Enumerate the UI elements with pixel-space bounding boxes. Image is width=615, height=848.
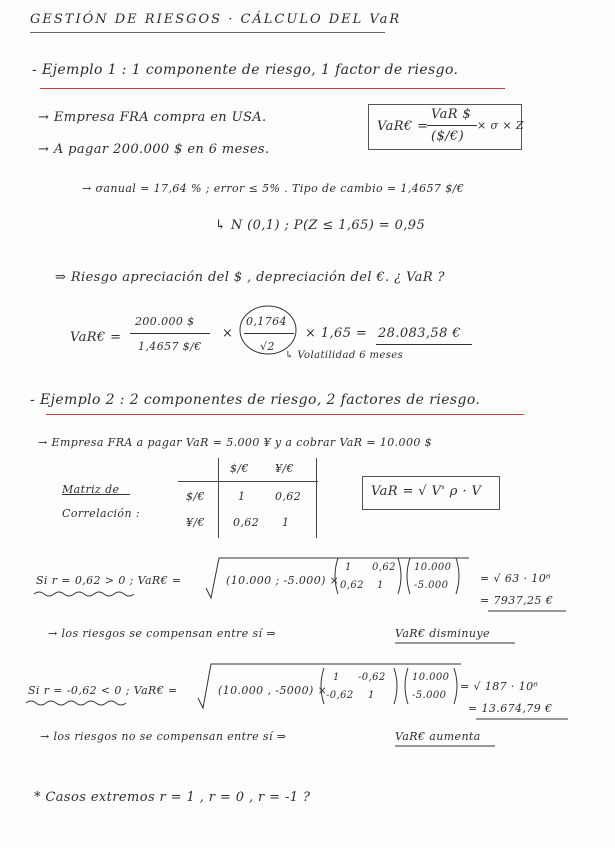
case2-col1: 10.000 [412, 672, 450, 683]
case2-note-conclusion: VaR€ aumenta [395, 730, 481, 743]
ex1-question: ⇒ Riesgo apreciación del $ , depreciación del €. ¿ VaR ? [55, 270, 445, 285]
calc-denominator: 1,4657 $/€ [138, 340, 202, 353]
matrix-cell-11: 1 [238, 490, 246, 503]
case1-vector: (10.000 ; -5.000) × [226, 574, 340, 587]
formula-tail: × σ × Z [477, 119, 524, 132]
formula-denominator: ($/€) [431, 129, 465, 144]
ex1-line2: → A pagar 200.000 $ en 6 meses. [38, 142, 270, 157]
case1-equals: = √ 63 · 10⁶ [480, 572, 551, 585]
calc-numerator: 200.000 $ [135, 315, 195, 328]
case2-equals: = √ 187 · 10⁶ [460, 680, 539, 693]
case1-lhs: Si r = 0,62 > 0 ; VaR€ = [36, 574, 182, 587]
case1-m22: 1 [377, 580, 384, 591]
case2-col2: -5.000 [412, 690, 447, 701]
vol-denominator: √2 [260, 340, 275, 353]
example2-title: - Ejemplo 2 : 2 componentes de riesgo, 2 factores de riesgo. [30, 392, 481, 408]
calc-result: 28.083,58 € [378, 326, 461, 341]
case1-note-conclusion: VaR€ disminuye [395, 627, 490, 640]
case1-result: = 7937,25 € [480, 594, 554, 607]
case2-result: = 13.674,79 € [468, 702, 553, 715]
case2-m21: -0,62 [326, 690, 354, 701]
matrix-cell-12: 0,62 [275, 490, 302, 503]
ex1-line1: → Empresa FRA compra en USA. [38, 110, 267, 125]
case2-root [198, 664, 461, 708]
case2-matrix-lparen [321, 668, 324, 704]
ex1-line4: ↳ N (0,1) ; P(Z ≤ 1,65) = 0,95 [215, 218, 426, 233]
matrix-row-yen: ¥/€ [186, 516, 205, 529]
vol-numerator: 0,1764 [246, 315, 287, 328]
case1-m21: 0,62 [340, 580, 364, 591]
case1-col-lparen [407, 558, 410, 594]
ex1-line3: → σanual = 17,64 % ; error ≤ 5% . Tipo de cambio = 1,4657 $/€ [82, 182, 465, 195]
calc-lhs: VaR€ = [70, 330, 122, 345]
case1-wavy-underline [34, 592, 134, 596]
page-header: GESTIÓN DE RIESGOS · CÁLCULO DEL VaR [30, 12, 402, 27]
final-question: * Casos extremos r = 1 , r = 0 , r = -1 ? [34, 790, 311, 805]
case1-col1: 10.000 [414, 562, 452, 573]
case2-vector: (10.000 , -5000) × [218, 684, 328, 697]
matrix-col-usd: $/€ [230, 462, 249, 475]
volatility-note: ↳ Volatilidad 6 meses [285, 350, 404, 361]
case2-wavy-underline [26, 701, 126, 705]
case2-lhs: Si r = -0,62 < 0 ; VaR€ = [28, 684, 178, 697]
matrix-var-formula: VaR = √ V' ρ · V [371, 484, 482, 499]
case2-m11: 1 [333, 672, 340, 683]
example1-title: - Ejemplo 1 : 1 componente de riesgo, 1 factor de riesgo. [32, 62, 459, 78]
matrix-label: Matriz de Correlación : [62, 483, 140, 520]
case1-m12: 0,62 [372, 562, 396, 573]
case1-matrix-rparen [398, 558, 401, 594]
case1-col2: -5.000 [414, 580, 449, 591]
case1-note: → los riesgos se compensan entre sí ⇒ [48, 627, 276, 640]
case2-col-rparen [454, 668, 457, 704]
case2-matrix-rparen [394, 668, 397, 704]
formula-numerator: VaR $ [431, 107, 472, 122]
matrix-cell-21: 0,62 [233, 516, 260, 529]
vol-circle [240, 306, 296, 354]
case2-m12: -0,62 [358, 672, 386, 683]
matrix-row-usd: $/€ [186, 490, 205, 503]
calc-times: × [222, 326, 234, 341]
case1-m11: 1 [345, 562, 352, 573]
calc-tail: × 1,65 = [305, 326, 368, 341]
case1-col-rparen [456, 558, 459, 594]
matrix-col-yen: ¥/€ [275, 462, 294, 475]
formula-lhs: VaR€ = [377, 119, 429, 134]
case2-m22: 1 [368, 690, 375, 701]
matrix-cell-22: 1 [282, 516, 290, 529]
case2-note: → los riesgos no se compensan entre sí ⇒ [40, 730, 287, 743]
ex2-line1: → Empresa FRA a pagar VaR = 5.000 ¥ y a cobrar VaR = 10.000 $ [38, 436, 433, 449]
case2-col-lparen [405, 668, 408, 704]
case1-matrix-lparen [335, 558, 338, 594]
